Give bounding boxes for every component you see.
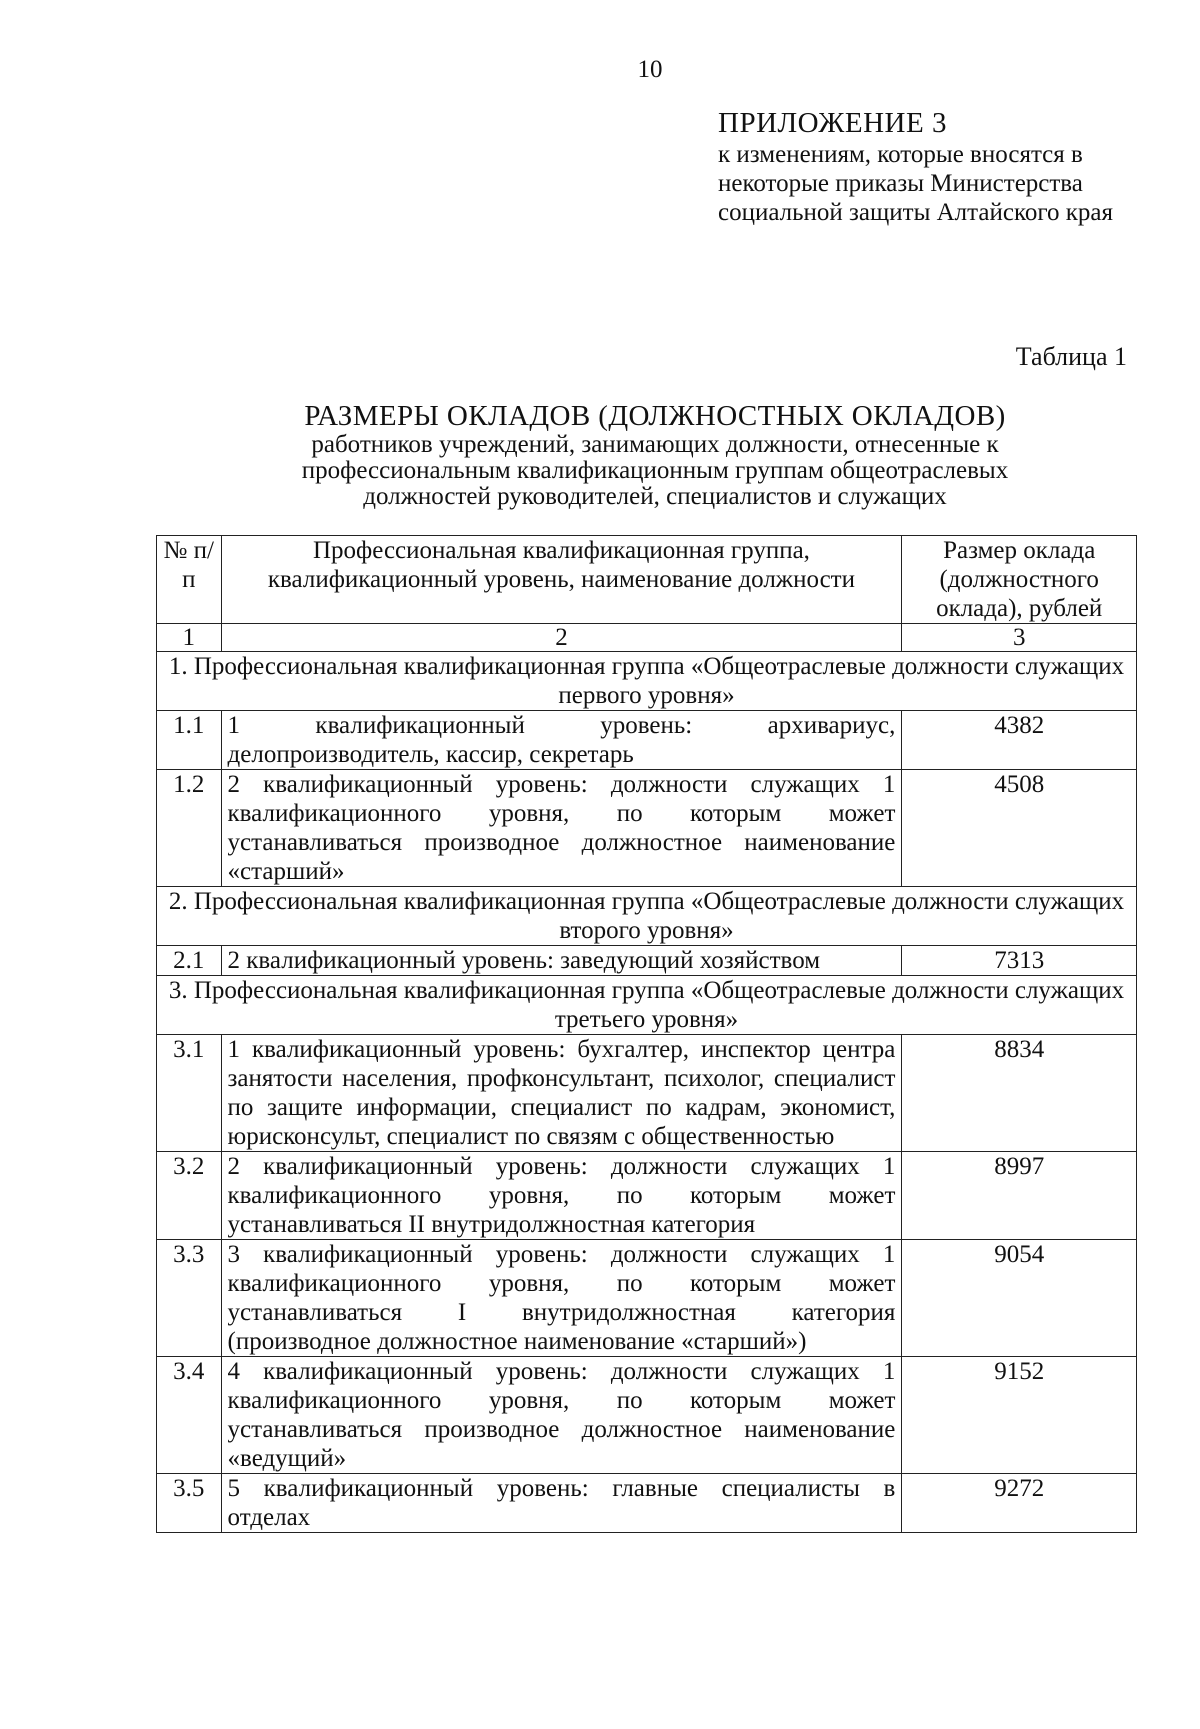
group-row: [157, 887, 1137, 946]
group-title: 3. Профессиональная квалификационная группа «Общеотраслевые должности служащих третьего уровня»: [157, 976, 1137, 1035]
row-value: 8997: [902, 1152, 1137, 1240]
appendix-block: [718, 106, 1118, 227]
row-value: 9054: [902, 1240, 1137, 1357]
table-row: [157, 1035, 1137, 1152]
column-index: 1: [157, 624, 222, 652]
row-num: 3.5: [157, 1474, 222, 1533]
group-row: [157, 652, 1137, 711]
row-num: 1.1: [157, 711, 222, 770]
table-row: [157, 770, 1137, 887]
group-title: 1. Профессиональная квалификационная группа «Общеотраслевые должности служащих первого уровня»: [157, 652, 1137, 711]
table-row: [157, 1357, 1137, 1474]
appendix-text: к изменениям, которые вносятся в некоторые приказы Министерства социальной защиты Алтайского края: [718, 141, 1113, 226]
salary-table: [156, 535, 1137, 1533]
header-value: Размер оклада (должностного оклада), рублей: [902, 536, 1137, 624]
row-name: 4 квалификационный уровень: должности служащих 1 квалификационного уровня, по которым может устанавливаться производное должностное наименование «ведущий»: [221, 1357, 902, 1474]
heading-subtitle: работников учреждений, занимающих должности, отнесенные к профессиональным квалификационным группам общеотраслевых должностей руководителей, специалистов и служащих: [301, 431, 1009, 510]
appendix-title: ПРИЛОЖЕНИЕ 3: [718, 107, 947, 139]
column-index-row: [157, 624, 1137, 652]
row-name: 5 квалификационный уровень: главные специалисты в отделах: [221, 1474, 902, 1533]
table-label: Таблица 1: [1015, 342, 1127, 371]
document-heading: [150, 400, 1160, 510]
row-value: 4382: [902, 711, 1137, 770]
row-num: 3.1: [157, 1035, 222, 1152]
table-row: [157, 711, 1137, 770]
row-num: 1.2: [157, 770, 222, 887]
column-index: 2: [221, 624, 902, 652]
heading-title: РАЗМЕРЫ ОКЛАДОВ (ДОЛЖНОСТНЫХ ОКЛАДОВ): [304, 400, 1006, 432]
row-value: 9272: [902, 1474, 1137, 1533]
row-value: 8834: [902, 1035, 1137, 1152]
row-name: 1 квалификационный уровень: архивариус, делопроизводитель, кассир, секретарь: [221, 711, 902, 770]
table-row: [157, 1474, 1137, 1533]
row-value: 9152: [902, 1357, 1137, 1474]
table-header-row: [157, 536, 1137, 624]
column-index: 3: [902, 624, 1137, 652]
row-name: 2 квалификационный уровень: должности служащих 1 квалификационного уровня, по которым может устанавливаться производное должностное наименование «старший»: [221, 770, 902, 887]
table-row: [157, 1240, 1137, 1357]
row-value: 4508: [902, 770, 1137, 887]
page-number: 10: [637, 56, 663, 83]
table-row: [157, 1152, 1137, 1240]
row-value: 7313: [902, 946, 1137, 976]
header-num: № п/п: [157, 536, 222, 624]
row-name: 1 квалификационный уровень: бухгалтер, инспектор центра занятости населения, профконсультант, психолог, специалист по защите информации, специалист по кадрам, экономист, юрисконсульт, специалист по связям с общественностью: [221, 1035, 902, 1152]
group-title: 2. Профессиональная квалификационная группа «Общеотраслевые должности служащих второго уровня»: [157, 887, 1137, 946]
row-name: 3 квалификационный уровень: должности служащих 1 квалификационного уровня, по которым может устанавливаться I внутридолжностная категория (производное должностное наименование «старший»): [221, 1240, 902, 1357]
row-num: 2.1: [157, 946, 222, 976]
table-row: [157, 946, 1137, 976]
row-name: 2 квалификационный уровень: заведующий хозяйством: [221, 946, 902, 976]
row-num: 3.4: [157, 1357, 222, 1474]
row-num: 3.3: [157, 1240, 222, 1357]
row-num: 3.2: [157, 1152, 222, 1240]
row-name: 2 квалификационный уровень: должности служащих 1 квалификационного уровня, по которым может устанавливаться II внутридолжностная категория: [221, 1152, 902, 1240]
group-row: [157, 976, 1137, 1035]
header-name: Профессиональная квалификационная группа, квалификационный уровень, наименование должности: [221, 536, 902, 624]
